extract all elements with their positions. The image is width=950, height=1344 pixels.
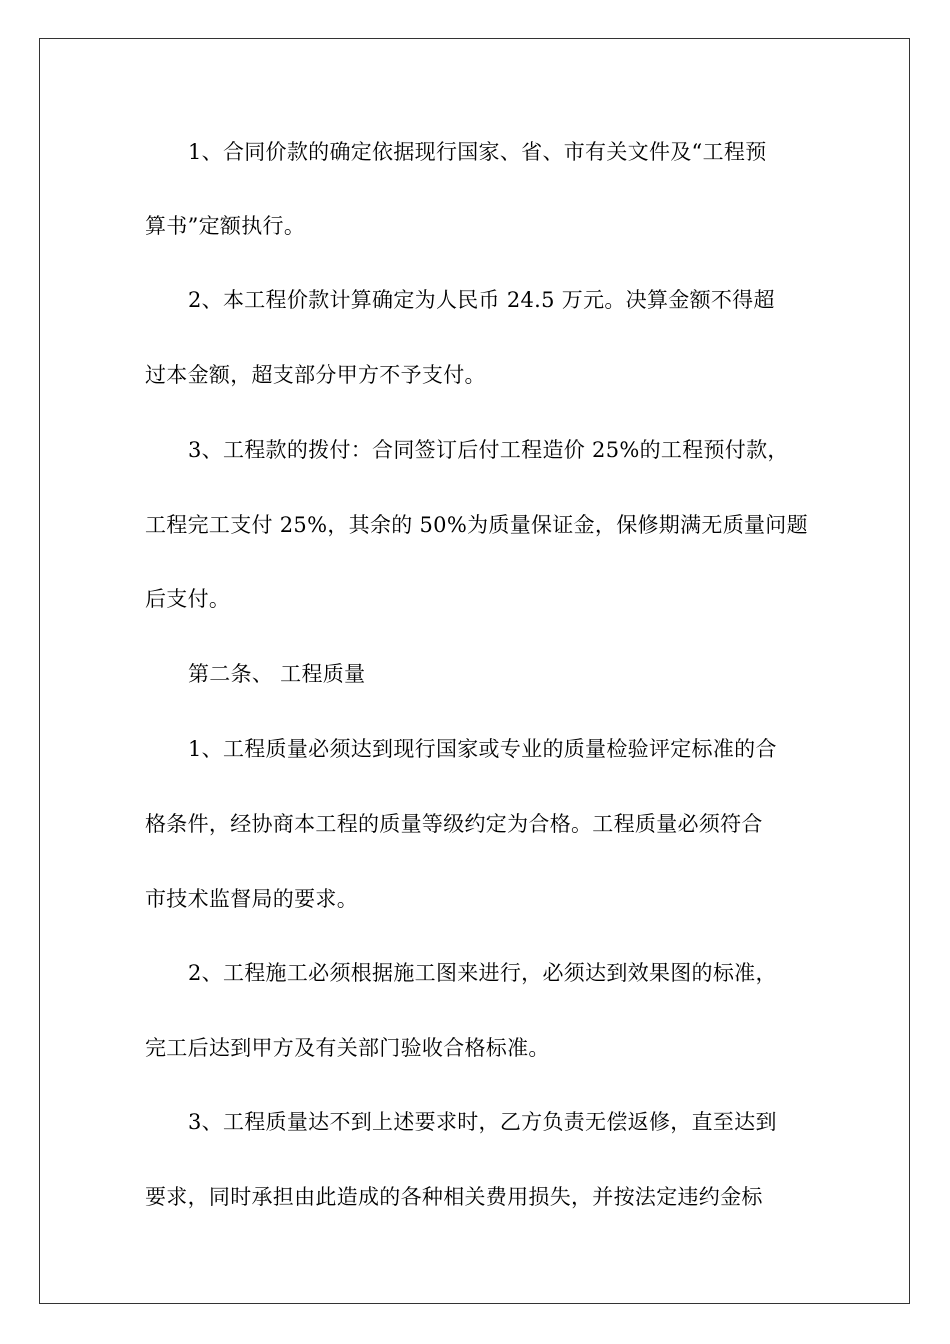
- quality-clause-1-line-3: 市技术监督局的要求。: [145, 887, 358, 911]
- quality-clause-1-line-1: 1、工程质量必须达到现行国家或专业的质量检验评定标准的合: [188, 737, 777, 761]
- clause-1-line-2: 算书”定额执行。: [145, 214, 306, 238]
- quality-clause-3-line-1: 3、工程质量达不到上述要求时，乙方负责无偿返修，直至达到: [188, 1110, 777, 1134]
- clause-1-line-1: 1、合同价款的确定依据现行国家、省、市有关文件及“工程预: [188, 140, 767, 164]
- quality-clause-2-line-2: 完工后达到甲方及有关部门验收合格标准。: [145, 1036, 550, 1060]
- section-heading-quality: 第二条、 工程质量: [188, 662, 366, 686]
- quality-clause-1-line-2: 格条件，经协商本工程的质量等级约定为合格。工程质量必须符合: [145, 812, 763, 836]
- clause-3-line-2: 工程完工支付 25%，其余的 50%为质量保证金，保修期满无质量问题: [145, 513, 808, 537]
- clause-2-line-1: 2、本工程价款计算确定为人民币 24.5 万元。决算金额不得超: [188, 288, 775, 312]
- quality-clause-2-line-1: 2、工程施工必须根据施工图来进行，必须达到效果图的标准，: [188, 961, 777, 985]
- clause-3-line-1: 3、工程款的拨付：合同签订后付工程造价 25%的工程预付款，: [188, 438, 789, 462]
- clause-3-line-3: 后支付。: [145, 587, 231, 611]
- quality-clause-3-line-2: 要求，同时承担由此造成的各种相关费用损失，并按法定违约金标: [145, 1185, 763, 1209]
- clause-2-line-2: 过本金额，超支部分甲方不予支付。: [145, 363, 486, 387]
